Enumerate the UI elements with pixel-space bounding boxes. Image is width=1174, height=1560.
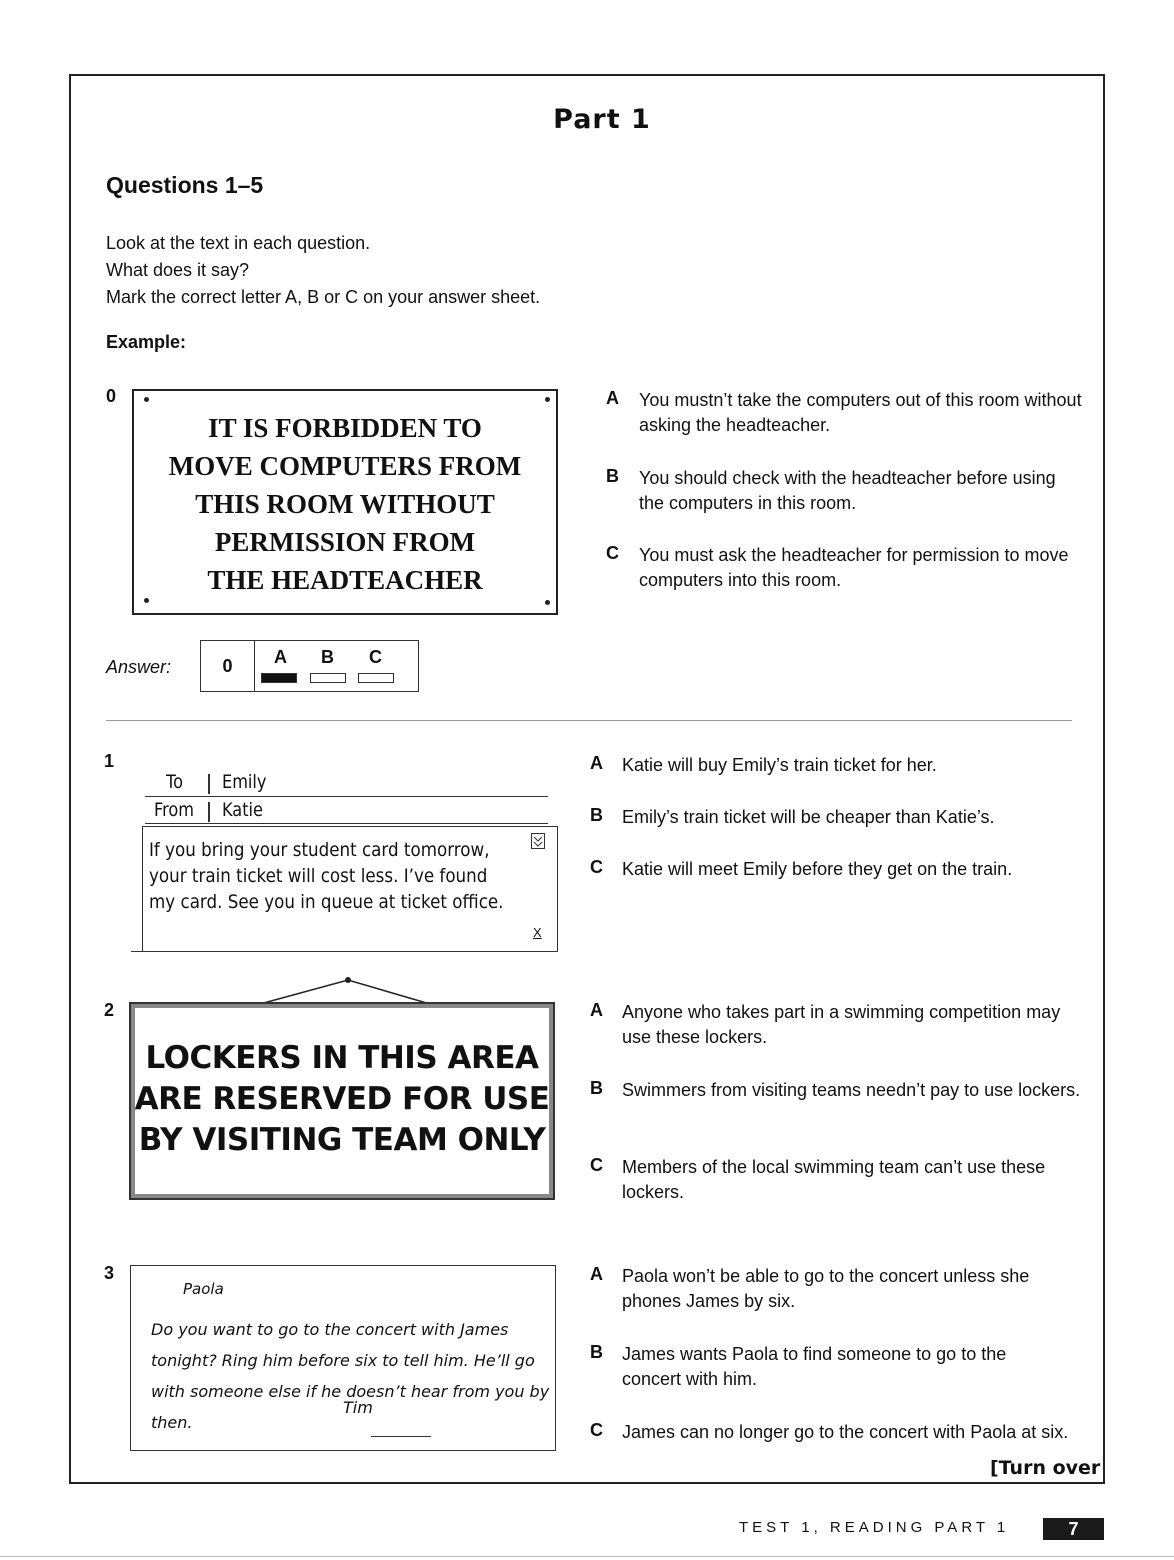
answer-label: Answer: — [106, 657, 172, 677]
forbidden-sign — [132, 389, 558, 615]
answer-sheet-box — [200, 640, 419, 692]
sign-line: PERMISSION FROM — [214, 527, 476, 557]
answer-lozenge-b — [310, 673, 346, 683]
note-body: Do you want to go to the concert with James tonight? Ring him before six to tell him. He’ll go with someone else if he doesn’t hear from you by then. — [151, 1320, 550, 1432]
instruction-line: Look at the text in each question. — [106, 233, 371, 253]
divider — [106, 720, 1072, 721]
sign-text — [131, 1038, 553, 1161]
option-letter: A — [606, 388, 619, 408]
option-letter: A — [590, 753, 603, 773]
sign-text — [134, 409, 556, 599]
sign-line: ARE RESERVED FOR USE — [134, 1081, 550, 1117]
sign-line: THE HEADTEACHER — [207, 565, 483, 595]
footer-text: TEST 1, READING PART 1 — [739, 1519, 1010, 1536]
option-letter: C — [590, 1155, 603, 1175]
to-value: Emily — [222, 771, 267, 793]
message-text — [149, 837, 519, 915]
message-bottom-rule — [131, 951, 558, 952]
option-letter: B — [590, 1078, 603, 1098]
handwritten-note — [130, 1265, 556, 1451]
option-text: Members of the local swimming team can’t use these lockers. — [622, 1157, 1046, 1202]
to-label: To — [166, 771, 184, 793]
message-line: your train ticket will cost less. I’ve found — [149, 865, 488, 887]
from-value: Katie — [222, 799, 263, 821]
option-letter: C — [590, 1420, 603, 1440]
answer-letter: B — [321, 647, 334, 667]
option-text: Paola won’t be able to go to the concert unless she phones James by six. — [622, 1266, 1030, 1311]
page-number: 7 — [1043, 1518, 1104, 1540]
option-letter: A — [590, 1264, 603, 1284]
message-body — [142, 826, 558, 952]
lockers-sign — [129, 1002, 555, 1200]
message-line: my card. See you in queue at ticket office. — [149, 891, 504, 913]
turn-over-label: [Turn over — [990, 1457, 1101, 1479]
option-letter: A — [590, 1000, 603, 1020]
option-letter: B — [590, 1342, 603, 1362]
option-text: You mustn’t take the computers out of this room without asking the headteacher. — [639, 390, 1082, 435]
option-text: Emily’s train ticket will be cheaper than Katie’s. — [622, 807, 995, 827]
field-divider — [208, 774, 210, 794]
answer-letter: C — [369, 647, 382, 667]
pin-icon — [545, 600, 550, 605]
from-label: From — [154, 799, 195, 821]
option-letter: C — [606, 543, 619, 563]
sign-line: MOVE COMPUTERS FROM — [168, 451, 522, 481]
option-text: Anyone who takes part in a swimming competition may use these lockers. — [622, 1002, 1061, 1047]
option-text: Swimmers from visiting teams needn’t pay to use lockers. — [622, 1080, 1081, 1100]
sign-line: BY VISITING TEAM ONLY — [138, 1122, 546, 1158]
scroll-down-icon[interactable] — [531, 833, 545, 849]
option-text: You must ask the headteacher for permission to move computers into this room. — [639, 545, 1069, 590]
part-title: Part 1 — [553, 104, 651, 135]
message-line: If you bring your student card tomorrow, — [149, 839, 490, 861]
answer-letter: A — [274, 647, 287, 667]
instruction-line: What does it say? — [106, 260, 250, 280]
instructions — [106, 230, 540, 311]
question-number: 0 — [106, 386, 117, 406]
signature-underline — [371, 1436, 431, 1437]
from-underline — [145, 823, 548, 824]
question-number: 3 — [104, 1263, 115, 1283]
field-divider — [208, 802, 210, 822]
pin-icon — [144, 397, 149, 402]
option-text: James can no longer go to the concert with Paola at six. — [622, 1422, 1069, 1442]
sign-line: IT IS FORBIDDEN TO — [208, 413, 482, 443]
note-recipient: Paola — [183, 1280, 224, 1298]
question-number: 1 — [104, 751, 115, 771]
option-text: James wants Paola to find someone to go to the concert with him. — [622, 1344, 1007, 1389]
answer-lozenge-a — [261, 673, 297, 683]
hanging-string-icon — [250, 970, 440, 1006]
question-number: 2 — [104, 1000, 115, 1020]
option-text: Katie will meet Emily before they get on the train. — [622, 859, 1013, 879]
answer-number: 0 — [201, 641, 255, 691]
questions-title: Questions 1–5 — [106, 172, 264, 198]
pin-icon — [545, 397, 550, 402]
sign-line: LOCKERS IN THIS AREA — [145, 1040, 539, 1076]
option-letter: B — [590, 805, 603, 825]
answer-lozenge-c — [358, 673, 394, 683]
option-text: Katie will buy Emily’s train ticket for her. — [622, 755, 937, 775]
option-letter: C — [590, 857, 603, 877]
bottom-rule — [0, 1556, 1174, 1557]
sign-line: THIS ROOM WITHOUT — [195, 489, 495, 519]
option-letter: B — [606, 466, 619, 486]
to-underline — [145, 796, 548, 797]
instruction-line: Mark the correct letter A, B or C on your answer sheet. — [106, 287, 541, 307]
note-signature: Tim — [343, 1398, 373, 1417]
close-icon[interactable]: X — [533, 925, 542, 940]
option-text: You should check with the headteacher before using the computers in this room. — [639, 468, 1056, 513]
example-label: Example: — [106, 332, 187, 352]
